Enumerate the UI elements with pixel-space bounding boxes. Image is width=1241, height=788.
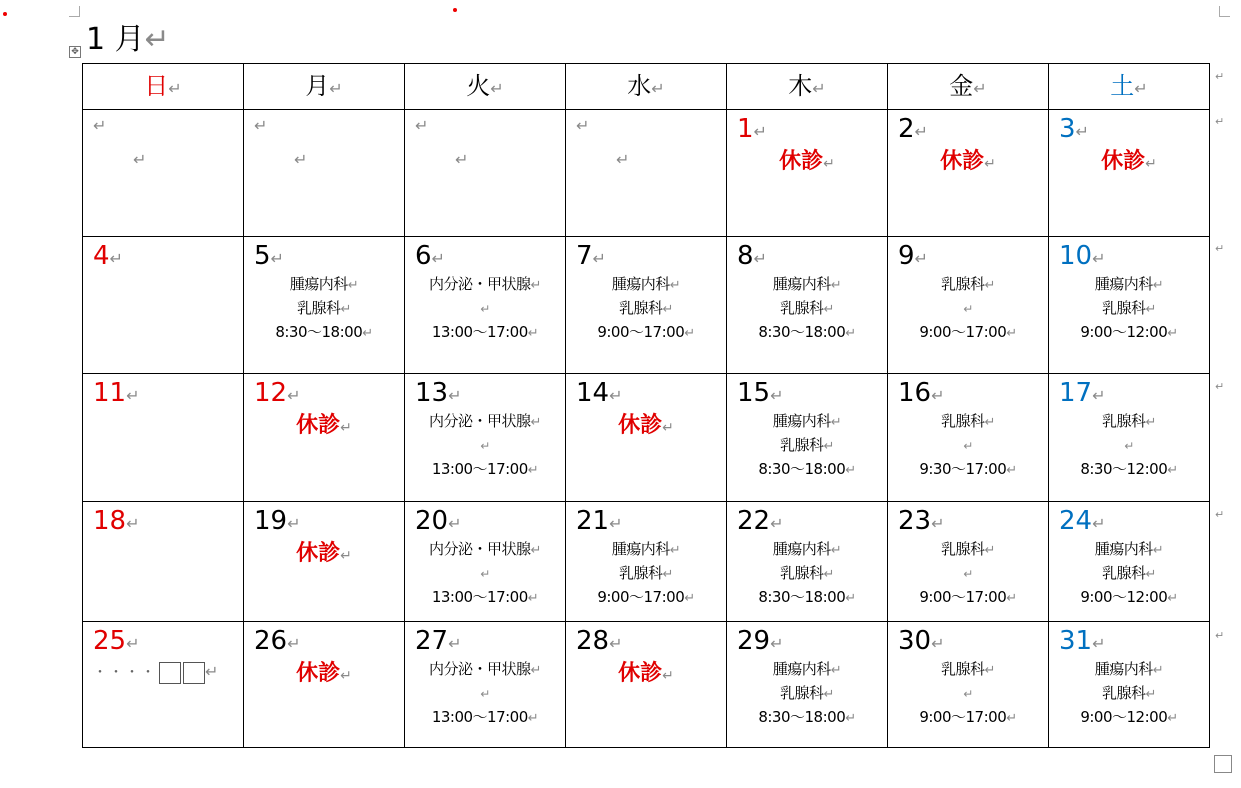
schedule-line: 腫瘍内科↵ bbox=[1094, 275, 1164, 293]
schedule-line: 内分泌・甲状腺↵ bbox=[429, 412, 541, 430]
clinic-schedule bbox=[888, 538, 1048, 610]
weekday-header-cell bbox=[83, 64, 244, 110]
clinic-schedule bbox=[566, 538, 726, 610]
closed-label: 休診↵ bbox=[618, 413, 674, 438]
day-cell[interactable] bbox=[888, 110, 1049, 237]
return-mark: ↵ bbox=[168, 79, 182, 98]
clinic-schedule bbox=[727, 410, 887, 482]
schedule-line: 乳腺科↵ bbox=[941, 660, 995, 678]
weekday-header-cell bbox=[727, 64, 888, 110]
schedule-line: 乳腺科↵ bbox=[1102, 299, 1156, 317]
day-number: 23↵ bbox=[898, 506, 945, 536]
schedule-line: 乳腺科↵ bbox=[1102, 564, 1156, 582]
weekday-label: 火 bbox=[466, 72, 491, 100]
day-number: 17↵ bbox=[1059, 378, 1106, 408]
day-cell[interactable] bbox=[727, 622, 888, 748]
clinic-schedule bbox=[244, 273, 404, 345]
return-mark: ↵ bbox=[144, 22, 170, 57]
day-number: 6↵ bbox=[415, 241, 445, 271]
schedule-line: 13:00～17:00↵ bbox=[431, 323, 539, 341]
day-number: 10↵ bbox=[1059, 241, 1106, 271]
weekday-label: 金 bbox=[949, 72, 974, 100]
day-number: 28↵ bbox=[576, 626, 623, 656]
day-number: 1↵ bbox=[737, 114, 767, 144]
day-number: 13↵ bbox=[415, 378, 462, 408]
schedule-line: 9:00～17:00↵ bbox=[919, 323, 1017, 341]
day-cell[interactable] bbox=[888, 237, 1049, 374]
schedule-line: 8:30～18:00↵ bbox=[758, 460, 856, 478]
red-dot-marker bbox=[3, 12, 7, 16]
blank-line: ↵ bbox=[963, 302, 973, 316]
schedule-line: 腫瘍内科↵ bbox=[772, 660, 842, 678]
schedule-line: 乳腺科↵ bbox=[619, 299, 673, 317]
day-number: 24↵ bbox=[1059, 506, 1106, 536]
table-resize-handle[interactable] bbox=[1214, 755, 1232, 773]
day-cell[interactable] bbox=[244, 374, 405, 502]
schedule-line: 乳腺科↵ bbox=[941, 275, 995, 293]
day-cell[interactable] bbox=[405, 502, 566, 622]
blank-line: ↵ bbox=[1124, 439, 1134, 453]
schedule-line: 腫瘍内科↵ bbox=[772, 412, 842, 430]
return-mark: ↵ bbox=[651, 79, 665, 98]
return-mark: ↵ bbox=[1134, 79, 1148, 98]
weekday-header-cell bbox=[888, 64, 1049, 110]
blank-line: ↵ bbox=[480, 687, 490, 701]
return-mark: ↵ bbox=[455, 150, 469, 169]
schedule-line: 8:30～12:00↵ bbox=[1080, 460, 1178, 478]
day-cell[interactable] bbox=[1049, 502, 1210, 622]
clinic-schedule bbox=[888, 658, 1048, 730]
closed-label: 休診↵ bbox=[296, 661, 352, 686]
day-number: 26↵ bbox=[254, 626, 301, 656]
week-row bbox=[83, 622, 1210, 748]
week-row bbox=[83, 110, 1210, 237]
schedule-line: 9:00～12:00↵ bbox=[1080, 323, 1178, 341]
blank-line: ↵ bbox=[963, 687, 973, 701]
day-number: 3↵ bbox=[1059, 114, 1089, 144]
day-cell[interactable] bbox=[405, 622, 566, 748]
red-dot-marker bbox=[453, 8, 457, 12]
day-number: 31↵ bbox=[1059, 626, 1106, 656]
clinic-schedule bbox=[405, 538, 565, 610]
day-number: 7↵ bbox=[576, 241, 606, 271]
schedule-line: 乳腺科↵ bbox=[1102, 412, 1156, 430]
clinic-schedule bbox=[405, 410, 565, 482]
day-number: 12↵ bbox=[254, 378, 301, 408]
day-number: 9↵ bbox=[898, 241, 928, 271]
clinic-schedule bbox=[727, 658, 887, 730]
day-number: 30↵ bbox=[898, 626, 945, 656]
day-cell[interactable] bbox=[1049, 110, 1210, 237]
day-cell[interactable] bbox=[1049, 622, 1210, 748]
row-end-mark: ↵ bbox=[1215, 380, 1225, 393]
clinic-schedule bbox=[727, 273, 887, 345]
clinic-schedule bbox=[405, 658, 565, 730]
day-cell[interactable] bbox=[405, 110, 566, 237]
return-mark: ↵ bbox=[490, 79, 504, 98]
schedule-line: 8:30～18:00↵ bbox=[758, 708, 856, 726]
day-number: 21↵ bbox=[576, 506, 623, 536]
clinic-schedule bbox=[888, 410, 1048, 482]
weekday-header-cell bbox=[405, 64, 566, 110]
schedule-line: 腫瘍内科↵ bbox=[1094, 540, 1164, 558]
clinic-schedule bbox=[727, 538, 887, 610]
return-mark: ↵ bbox=[812, 79, 826, 98]
weekday-label: 日 bbox=[144, 72, 169, 100]
schedule-line: 内分泌・甲状腺↵ bbox=[429, 660, 541, 678]
schedule-line: 内分泌・甲状腺↵ bbox=[429, 275, 541, 293]
day-cell[interactable] bbox=[244, 110, 405, 237]
day-cell[interactable] bbox=[727, 502, 888, 622]
schedule-line: 乳腺科↵ bbox=[619, 564, 673, 582]
day-number: 19↵ bbox=[254, 506, 301, 536]
schedule-line: 9:00～17:00↵ bbox=[597, 588, 695, 606]
clinic-schedule bbox=[566, 273, 726, 345]
closed-label: 休診↵ bbox=[618, 661, 674, 686]
weekday-header-cell bbox=[244, 64, 405, 110]
day-cell[interactable] bbox=[566, 110, 727, 237]
schedule-line: 乳腺科↵ bbox=[780, 436, 834, 454]
return-mark: ↵ bbox=[616, 150, 630, 169]
day-cell[interactable] bbox=[566, 502, 727, 622]
day-cell[interactable] bbox=[244, 502, 405, 622]
day-number: 11↵ bbox=[93, 378, 140, 408]
schedule-line: 腫瘍内科↵ bbox=[772, 540, 842, 558]
schedule-line: 9:30～17:00↵ bbox=[919, 460, 1017, 478]
schedule-line: 9:00～12:00↵ bbox=[1080, 588, 1178, 606]
calendar-table bbox=[82, 63, 1210, 748]
schedule-line: 乳腺科↵ bbox=[780, 564, 834, 582]
return-mark: ↵ bbox=[294, 150, 308, 169]
blank-line: ↵ bbox=[480, 567, 490, 581]
return-mark: ↵ bbox=[93, 116, 107, 135]
schedule-line: 乳腺科↵ bbox=[941, 412, 995, 430]
schedule-line: 8:30～18:00↵ bbox=[758, 588, 856, 606]
clinic-schedule bbox=[405, 273, 565, 345]
day-number: 8↵ bbox=[737, 241, 767, 271]
month-title-text: 1 月 bbox=[86, 22, 145, 57]
day-cell[interactable] bbox=[405, 374, 566, 502]
schedule-line: 8:30～18:00↵ bbox=[275, 323, 373, 341]
day-number: 2↵ bbox=[898, 114, 928, 144]
day-cell[interactable] bbox=[83, 622, 244, 748]
schedule-line: 13:00～17:00↵ bbox=[431, 460, 539, 478]
schedule-line: 乳腺科↵ bbox=[780, 684, 834, 702]
clinic-schedule bbox=[1049, 658, 1209, 730]
day-cell[interactable] bbox=[566, 374, 727, 502]
blank-line: ↵ bbox=[963, 567, 973, 581]
schedule-line: 乳腺科↵ bbox=[780, 299, 834, 317]
table-move-handle-icon[interactable]: ✥ bbox=[69, 46, 81, 58]
blank-line: ↵ bbox=[480, 439, 490, 453]
closed-label: 休診↵ bbox=[940, 149, 996, 174]
day-cell[interactable] bbox=[727, 374, 888, 502]
row-end-mark: ↵ bbox=[1215, 629, 1225, 642]
weekday-label: 木 bbox=[788, 72, 813, 100]
weekday-label: 月 bbox=[305, 72, 330, 100]
closed-label: 休診↵ bbox=[1101, 149, 1157, 174]
day-number: 5↵ bbox=[254, 241, 284, 271]
schedule-line: 13:00～17:00↵ bbox=[431, 708, 539, 726]
clinic-schedule bbox=[1049, 273, 1209, 345]
row-end-mark: ↵ bbox=[1215, 115, 1225, 128]
schedule-line: 乳腺科↵ bbox=[1102, 684, 1156, 702]
closed-label: 休診↵ bbox=[296, 541, 352, 566]
schedule-line: 腫瘍内科↵ bbox=[772, 275, 842, 293]
closed-label: 休診↵ bbox=[779, 149, 835, 174]
week-row bbox=[83, 502, 1210, 622]
weekday-header-cell bbox=[566, 64, 727, 110]
placeholder-marks: ・・・・ ↵ bbox=[93, 662, 220, 684]
day-cell[interactable] bbox=[727, 237, 888, 374]
day-cell[interactable] bbox=[1049, 237, 1210, 374]
schedule-line: 8:30～18:00↵ bbox=[758, 323, 856, 341]
page-corner-mark bbox=[1219, 6, 1230, 17]
schedule-line: 乳腺科↵ bbox=[297, 299, 351, 317]
empty-box-icon bbox=[159, 662, 181, 684]
day-number: 25↵ bbox=[93, 626, 140, 656]
week-row bbox=[83, 374, 1210, 502]
closed-label: 休診↵ bbox=[296, 413, 352, 438]
day-number: 29↵ bbox=[737, 626, 784, 656]
schedule-line: 腫瘍内科↵ bbox=[611, 275, 681, 293]
schedule-line: 9:00～17:00↵ bbox=[597, 323, 695, 341]
day-cell[interactable] bbox=[727, 110, 888, 237]
week-row bbox=[83, 237, 1210, 374]
return-mark: ↵ bbox=[329, 79, 343, 98]
schedule-line: 腫瘍内科↵ bbox=[289, 275, 359, 293]
day-number: 18↵ bbox=[93, 506, 140, 536]
return-mark: ↵ bbox=[254, 116, 268, 135]
day-cell[interactable] bbox=[244, 622, 405, 748]
row-end-mark: ↵ bbox=[1215, 242, 1225, 255]
row-end-mark: ↵ bbox=[1215, 70, 1225, 83]
schedule-line: 9:00～17:00↵ bbox=[919, 588, 1017, 606]
return-mark: ↵ bbox=[415, 116, 429, 135]
weekday-label: 土 bbox=[1110, 72, 1135, 100]
schedule-line: 13:00～17:00↵ bbox=[431, 588, 539, 606]
day-cell[interactable] bbox=[888, 502, 1049, 622]
day-number: 15↵ bbox=[737, 378, 784, 408]
day-number: 16↵ bbox=[898, 378, 945, 408]
day-cell[interactable] bbox=[888, 374, 1049, 502]
weekday-label: 水 bbox=[627, 72, 652, 100]
schedule-line: 9:00～12:00↵ bbox=[1080, 708, 1178, 726]
schedule-line: 9:00～17:00↵ bbox=[919, 708, 1017, 726]
blank-line: ↵ bbox=[480, 302, 490, 316]
return-mark: ↵ bbox=[576, 116, 590, 135]
row-end-mark: ↵ bbox=[1215, 508, 1225, 521]
day-number: 20↵ bbox=[415, 506, 462, 536]
weekday-header-row bbox=[83, 64, 1210, 110]
day-cell[interactable] bbox=[888, 622, 1049, 748]
schedule-line: 乳腺科↵ bbox=[941, 540, 995, 558]
weekday-header-cell bbox=[1049, 64, 1210, 110]
day-number: 22↵ bbox=[737, 506, 784, 536]
schedule-line: 内分泌・甲状腺↵ bbox=[429, 540, 541, 558]
day-cell[interactable] bbox=[566, 622, 727, 748]
day-cell[interactable] bbox=[405, 237, 566, 374]
day-number: 27↵ bbox=[415, 626, 462, 656]
day-cell[interactable] bbox=[83, 110, 244, 237]
day-cell[interactable] bbox=[83, 502, 244, 622]
page-corner-mark bbox=[69, 6, 80, 17]
day-number: 14↵ bbox=[576, 378, 623, 408]
clinic-schedule bbox=[888, 273, 1048, 345]
schedule-line: 腫瘍内科↵ bbox=[1094, 660, 1164, 678]
schedule-line: 腫瘍内科↵ bbox=[611, 540, 681, 558]
day-cell[interactable] bbox=[244, 237, 405, 374]
day-number: 4↵ bbox=[93, 241, 123, 271]
blank-line: ↵ bbox=[963, 439, 973, 453]
empty-box-icon bbox=[183, 662, 205, 684]
month-title bbox=[86, 22, 170, 58]
clinic-schedule bbox=[1049, 410, 1209, 482]
day-cell[interactable] bbox=[1049, 374, 1210, 502]
clinic-schedule bbox=[1049, 538, 1209, 610]
day-cell[interactable] bbox=[83, 374, 244, 502]
return-mark: ↵ bbox=[973, 79, 987, 98]
return-mark: ↵ bbox=[133, 150, 147, 169]
day-cell[interactable] bbox=[83, 237, 244, 374]
day-cell[interactable] bbox=[566, 237, 727, 374]
